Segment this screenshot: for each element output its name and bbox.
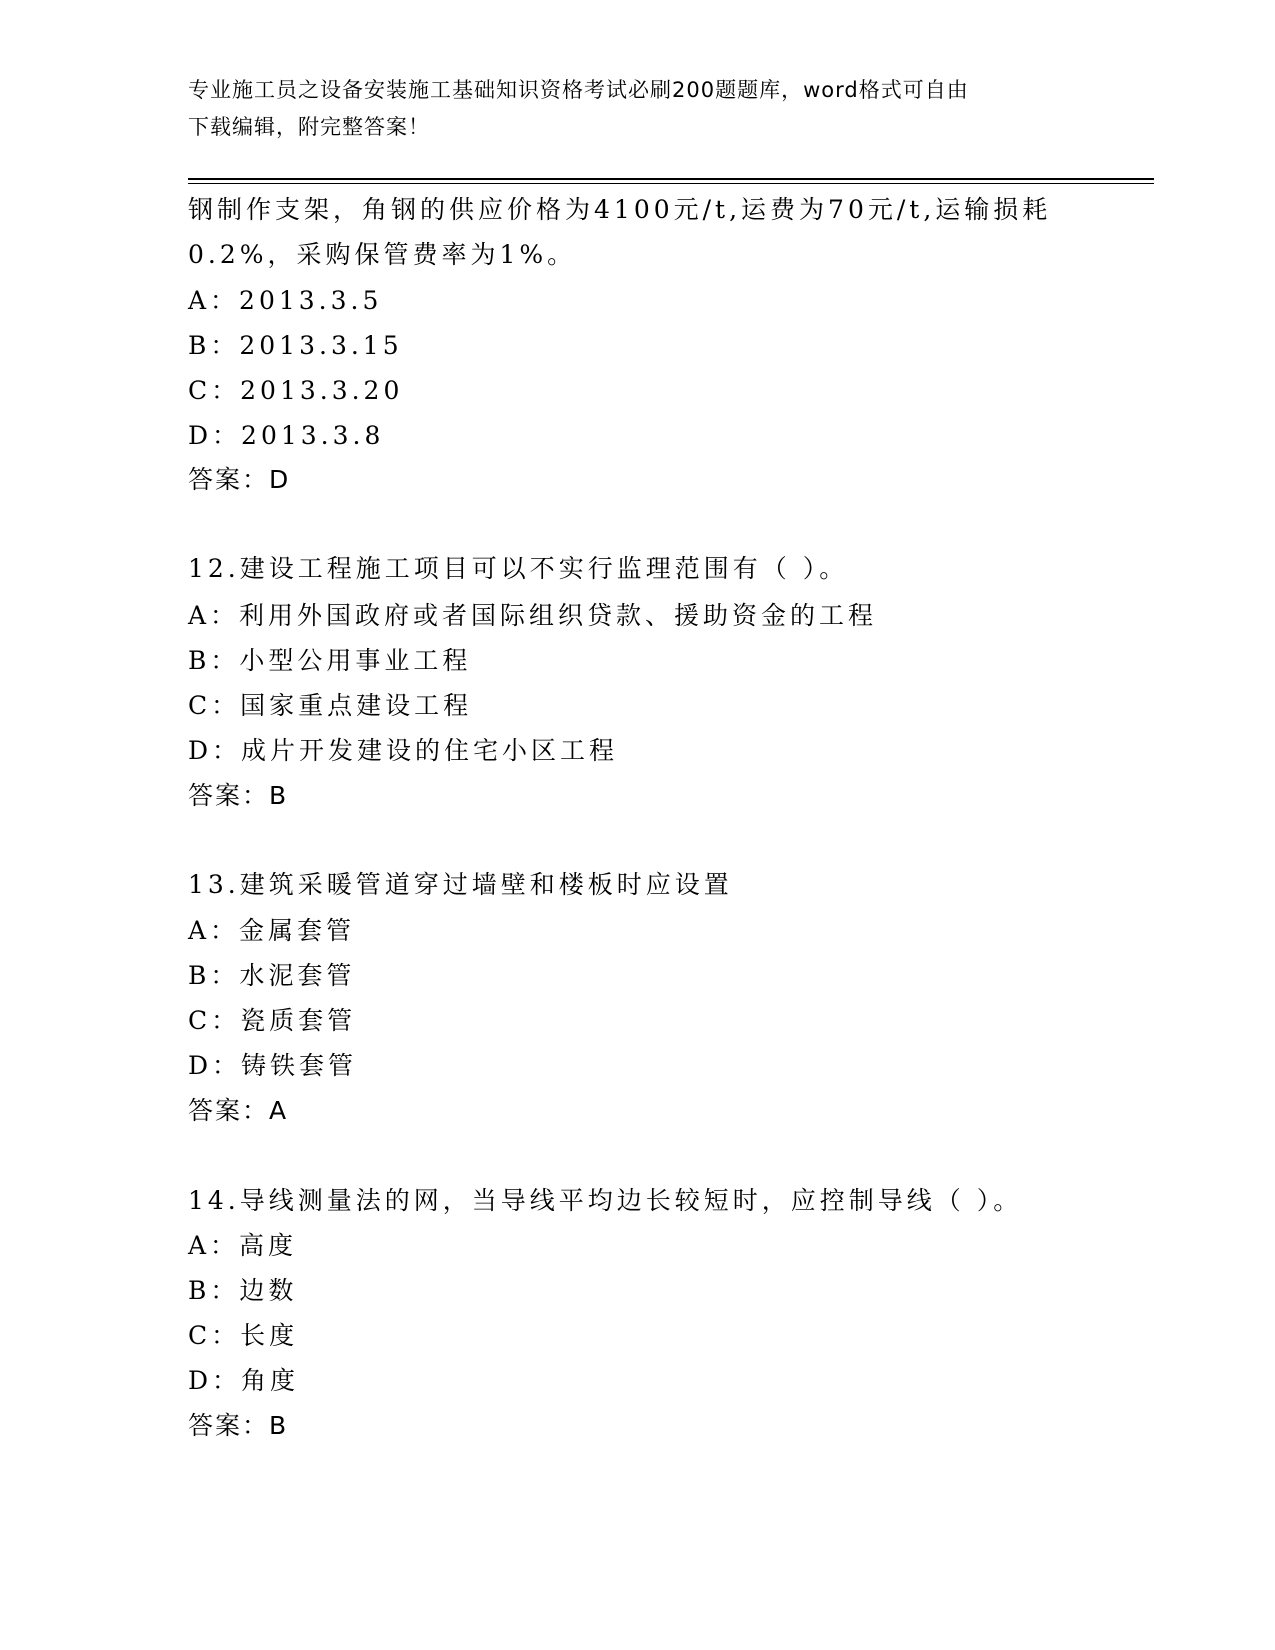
- question-12-option-c: C：国家重点建设工程: [188, 691, 473, 720]
- question-14-option-d: D：角度: [188, 1366, 300, 1395]
- question-11-option-c: C：2013.3.20: [188, 376, 404, 405]
- question-14-answer: 答案：B: [188, 1411, 289, 1440]
- header-rule-thin: [188, 183, 1154, 184]
- question-13-answer: 答案：A: [188, 1096, 289, 1125]
- question-14-option-c: C：长度: [188, 1321, 299, 1350]
- question-11-option-a: A：2013.3.5: [188, 286, 383, 315]
- question-13-text: 13.建筑采暖管道穿过墙壁和楼板时应设置: [188, 870, 733, 899]
- question-14-text: 14.导线测量法的网，当导线平均边长较短时，应控制导线（ ）。: [188, 1186, 1023, 1215]
- question-11-option-b: B：2013.3.15: [188, 331, 403, 360]
- question-13-option-c: C：瓷质套管: [188, 1006, 357, 1035]
- question-13-option-b: B：水泥套管: [188, 961, 356, 990]
- question-12-option-a: A：利用外国政府或者国际组织贷款、援助资金的工程: [188, 601, 878, 630]
- header-line-1: 专业施工员之设备安装施工基础知识资格考试必刷200题题库，word格式可自由: [188, 78, 969, 102]
- question-13-option-a: A：金属套管: [188, 916, 356, 945]
- document-header: [188, 72, 1088, 146]
- question-14-option-b: B：边数: [188, 1276, 298, 1305]
- question-12-option-d: D：成片开发建设的住宅小区工程: [188, 736, 619, 765]
- question-12-option-b: B：小型公用事业工程: [188, 646, 472, 675]
- question-14-option-a: A：高度: [188, 1231, 298, 1260]
- header-line-2: 下载编辑，附完整答案！: [188, 115, 430, 139]
- question-11-option-d: D：2013.3.8: [188, 421, 385, 450]
- question-12-answer: 答案：B: [188, 781, 289, 810]
- question-11-answer: 答案：D: [188, 465, 291, 494]
- header-rule-thick: [188, 178, 1154, 180]
- question-11-text-line-2: 0.2%，采购保管费率为1%。: [188, 240, 577, 269]
- question-13-option-d: D：铸铁套管: [188, 1051, 358, 1080]
- question-11-text-line-1: 钢制作支架，角钢的供应价格为4100元/t,运费为70元/t,运输损耗: [188, 195, 1052, 224]
- question-12-text: 12.建设工程施工项目可以不实行监理范围有（ ）。: [188, 554, 849, 583]
